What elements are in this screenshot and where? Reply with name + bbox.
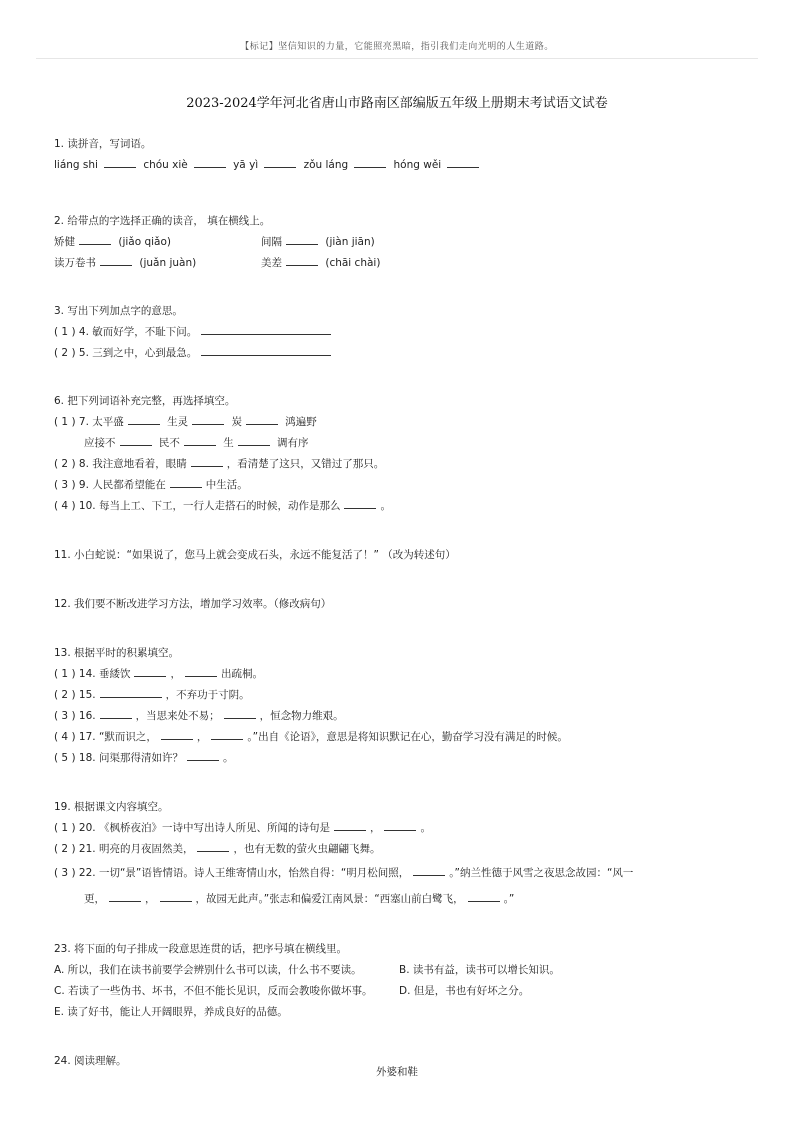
question-19 bbox=[54, 797, 744, 912]
sub-text: ， bbox=[196, 731, 208, 743]
sub-number: ( 2 ) bbox=[54, 347, 76, 359]
answer-blank[interactable] bbox=[120, 433, 152, 446]
idiom-part: 民不 bbox=[158, 437, 180, 449]
option-e: E. 读了好书，能让人开阔眼界，养成良好的品德。 bbox=[54, 1006, 288, 1018]
answer-blank[interactable] bbox=[100, 706, 132, 719]
answer-blank[interactable] bbox=[286, 253, 318, 266]
sub-question bbox=[54, 412, 744, 433]
sub-question bbox=[54, 818, 744, 839]
question-13 bbox=[54, 643, 744, 769]
idiom-part: 鸿遍野 bbox=[285, 416, 317, 428]
word: 读万卷书 bbox=[54, 257, 96, 269]
answer-blank[interactable] bbox=[354, 155, 386, 168]
sub-number: ( 2 ) bbox=[54, 458, 76, 470]
question-12: 12. 我们要不断改进学习方法，增加学习效率。（修改病句） bbox=[54, 598, 332, 610]
answer-blank[interactable] bbox=[197, 839, 229, 852]
answer-blank[interactable] bbox=[384, 818, 416, 831]
word: 美差 bbox=[261, 257, 282, 269]
sub-question bbox=[54, 433, 744, 454]
sub-number: ( 3 ) bbox=[54, 479, 76, 491]
sub-text: 22. 一切“景”语皆情语。诗人王维寄情山水，怡然自得：“明月松间照， bbox=[78, 867, 410, 879]
pinyin: yā yì bbox=[233, 159, 259, 171]
answer-blank[interactable] bbox=[447, 155, 479, 168]
question-1 bbox=[54, 134, 744, 176]
idiom-part: 7. 太平盛 bbox=[78, 416, 124, 428]
sub-text: ，故园无此声。”张志和偏爱江南风景：“西塞山前白鹭飞， bbox=[195, 893, 464, 905]
sub-number: ( 3 ) bbox=[54, 867, 76, 879]
answer-blank[interactable] bbox=[187, 748, 219, 761]
question-2 bbox=[54, 211, 744, 274]
sub-text: 10. 每当上工、下工，一行人走搭石的时候，动作是那么 bbox=[78, 500, 341, 512]
pinyin: hóng wěi bbox=[393, 159, 442, 171]
sub-text: 。”纳兰性德于风雪之夜思念故园：“风一 bbox=[449, 867, 634, 879]
option-c: C. 若读了一些伪书、坏书，不但不能长见识，反而会教唆你做坏事。 bbox=[54, 985, 373, 997]
idiom-part: 生 bbox=[223, 437, 234, 449]
answer-blank[interactable] bbox=[334, 818, 366, 831]
sub-question bbox=[54, 454, 744, 475]
pinyin-row bbox=[54, 155, 744, 176]
answer-blank[interactable] bbox=[286, 232, 318, 245]
question-24: 24. 阅读理解。 bbox=[54, 1055, 127, 1067]
sub-number: ( 2 ) bbox=[54, 689, 76, 701]
page-title: 2023-2024学年河北省唐山市路南区部编版五年级上册期末考试语文试卷 bbox=[186, 96, 608, 111]
answer-blank[interactable] bbox=[79, 232, 111, 245]
sub-question bbox=[54, 496, 744, 517]
sub-question bbox=[54, 685, 744, 706]
sub-number: ( 1 ) bbox=[54, 668, 76, 680]
answer-blank[interactable] bbox=[134, 664, 166, 677]
sub-text: 15. bbox=[78, 689, 96, 701]
sub-text: 中生活。 bbox=[205, 479, 248, 491]
word: 间隔 bbox=[261, 236, 282, 248]
sub-text: 。 bbox=[222, 752, 234, 764]
pinyin: liáng shi bbox=[54, 159, 98, 171]
sub-text: 5. 三到之中，心到最急。 bbox=[78, 347, 198, 359]
answer-blank[interactable] bbox=[184, 433, 216, 446]
question-23 bbox=[54, 939, 744, 1023]
answer-blank[interactable] bbox=[201, 322, 331, 335]
idiom-part: 应接不 bbox=[84, 437, 116, 449]
answer-blank[interactable] bbox=[100, 685, 162, 698]
sub-text: 。 bbox=[380, 500, 391, 512]
answer-blank[interactable] bbox=[344, 496, 376, 509]
idiom-part: 炭 bbox=[231, 416, 242, 428]
reading-row bbox=[54, 253, 744, 274]
answer-blank[interactable] bbox=[224, 706, 256, 719]
question-6 bbox=[54, 391, 744, 517]
answer-blank[interactable] bbox=[109, 889, 141, 902]
answer-blank[interactable] bbox=[185, 664, 217, 677]
question-11: 11. 小白蛇说：“如果说了，您马上就会变成石头，永远不能复活了！” （改为转述句） bbox=[54, 549, 456, 561]
sub-text: 14. 垂緌饮 bbox=[78, 668, 131, 680]
reading-options: (jiǎo qiǎo) bbox=[118, 236, 172, 248]
option-row bbox=[54, 981, 744, 1002]
sub-text: ， bbox=[145, 893, 156, 905]
answer-blank[interactable] bbox=[170, 475, 202, 488]
header-divider bbox=[36, 58, 758, 59]
sub-number: ( 5 ) bbox=[54, 752, 76, 764]
sub-text: 。”出自《论语》，意思是将知识默记在心，勤奋学习没有满足的时候。 bbox=[247, 731, 568, 743]
sub-number: ( 4 ) bbox=[54, 500, 76, 512]
sub-text: 17. “默而识之， bbox=[78, 731, 157, 743]
sub-question bbox=[54, 839, 744, 860]
answer-blank[interactable] bbox=[211, 727, 243, 740]
sub-number: ( 2 ) bbox=[54, 843, 76, 855]
sub-text: 出疏桐。 bbox=[220, 668, 263, 680]
idiom-part: 调有序 bbox=[277, 437, 309, 449]
sub-question bbox=[54, 748, 744, 769]
option-a: A. 所以，我们在读书前要学会辨别什么书可以读，什么书不要读。 bbox=[54, 964, 362, 976]
sub-question bbox=[54, 706, 744, 727]
sub-text: ，也有无数的萤火虫翩翩飞舞。 bbox=[233, 843, 381, 855]
sub-question bbox=[54, 475, 744, 496]
answer-blank[interactable] bbox=[201, 343, 331, 356]
question-title: 1. 读拼音，写词语。 bbox=[54, 138, 152, 150]
question-title: 13. 根据平时的积累填空。 bbox=[54, 647, 180, 659]
sub-question bbox=[54, 664, 744, 685]
idiom-part: 生灵 bbox=[167, 416, 189, 428]
reading-options: (jiàn jiān) bbox=[325, 236, 375, 248]
pinyin: zǒu láng bbox=[303, 159, 349, 171]
question-title: 23. 将下面的句子排成一段意思连贯的话，把序号填在横线里。 bbox=[54, 943, 348, 955]
reading-options: (juǎn juàn) bbox=[139, 257, 197, 269]
pinyin: chóu xiè bbox=[143, 159, 188, 171]
reading-row bbox=[54, 232, 744, 253]
answer-blank[interactable] bbox=[191, 454, 223, 467]
reading-options: (chāi chài) bbox=[325, 257, 381, 269]
sub-question bbox=[54, 343, 744, 364]
exam-content bbox=[54, 134, 744, 1072]
answer-blank[interactable] bbox=[264, 155, 296, 168]
sub-question bbox=[54, 322, 744, 343]
sub-text: 20. 《枫桥夜泊》一诗中写出诗人所见、所闻的诗句是 bbox=[78, 822, 330, 834]
answer-blank[interactable] bbox=[192, 412, 224, 425]
sub-text: 9. 人民都希望能在 bbox=[78, 479, 166, 491]
sub-text: 18. 问渠那得清如许？ bbox=[78, 752, 183, 764]
sub-number: ( 1 ) bbox=[54, 326, 76, 338]
answer-blank[interactable] bbox=[161, 727, 193, 740]
sub-question bbox=[54, 727, 744, 748]
sub-text: 4. 敏而好学，不耻下问。 bbox=[78, 326, 198, 338]
sub-text: 8. 我注意地看着，眼睛 bbox=[78, 458, 187, 470]
option-b: B. 读书有益，读书可以增长知识。 bbox=[399, 964, 560, 976]
sub-text: 16. bbox=[78, 710, 96, 722]
answer-blank[interactable] bbox=[160, 889, 192, 902]
option-d: D. 但是，书也有好坏之分。 bbox=[399, 985, 530, 997]
answer-blank[interactable] bbox=[246, 412, 278, 425]
word: 矫健 bbox=[54, 236, 75, 248]
sub-text: ，看清楚了这只，又错过了那只。 bbox=[226, 458, 385, 470]
sub-number: ( 1 ) bbox=[54, 416, 76, 428]
option-row bbox=[54, 960, 744, 981]
header-note: 【标记】坚信知识的力量，它能照亮黑暗，指引我们走向光明的人生道路。 bbox=[240, 42, 554, 52]
answer-blank[interactable] bbox=[238, 433, 270, 446]
answer-blank[interactable] bbox=[104, 155, 136, 168]
sub-number: ( 3 ) bbox=[54, 710, 76, 722]
sub-question bbox=[54, 860, 744, 886]
answer-blank[interactable] bbox=[413, 863, 445, 876]
option-row bbox=[54, 1002, 744, 1023]
question-title: 6. 把下列词语补充完整，再选择填空。 bbox=[54, 395, 236, 407]
question-title: 3. 写出下列加点字的意思。 bbox=[54, 305, 183, 317]
question-title: 2. 给带点的字选择正确的读音， 填在横线上。 bbox=[54, 215, 271, 227]
answer-blank[interactable] bbox=[128, 412, 160, 425]
question-title: 19. 根据课文内容填空。 bbox=[54, 801, 169, 813]
sub-number: ( 1 ) bbox=[54, 822, 76, 834]
answer-blank[interactable] bbox=[468, 889, 500, 902]
sub-text: ，不弃功于寸阴。 bbox=[165, 689, 250, 701]
sub-text: 更， bbox=[84, 893, 105, 905]
answer-blank[interactable] bbox=[194, 155, 226, 168]
sub-text: ，当思来处不易； bbox=[135, 710, 220, 722]
sub-text: ， bbox=[369, 822, 381, 834]
sub-number: ( 4 ) bbox=[54, 731, 76, 743]
sub-text: 。” bbox=[503, 893, 515, 905]
sub-text: 21. 明亮的月夜固然美， bbox=[78, 843, 194, 855]
sub-text: ，恒念物力维艰。 bbox=[259, 710, 344, 722]
sub-question-continued bbox=[54, 886, 744, 912]
answer-blank[interactable] bbox=[100, 253, 132, 266]
reading-title: 外婆和鞋 bbox=[376, 1066, 418, 1078]
sub-text: 。 bbox=[420, 822, 431, 834]
question-3 bbox=[54, 301, 744, 364]
sub-text: ， bbox=[170, 668, 181, 680]
